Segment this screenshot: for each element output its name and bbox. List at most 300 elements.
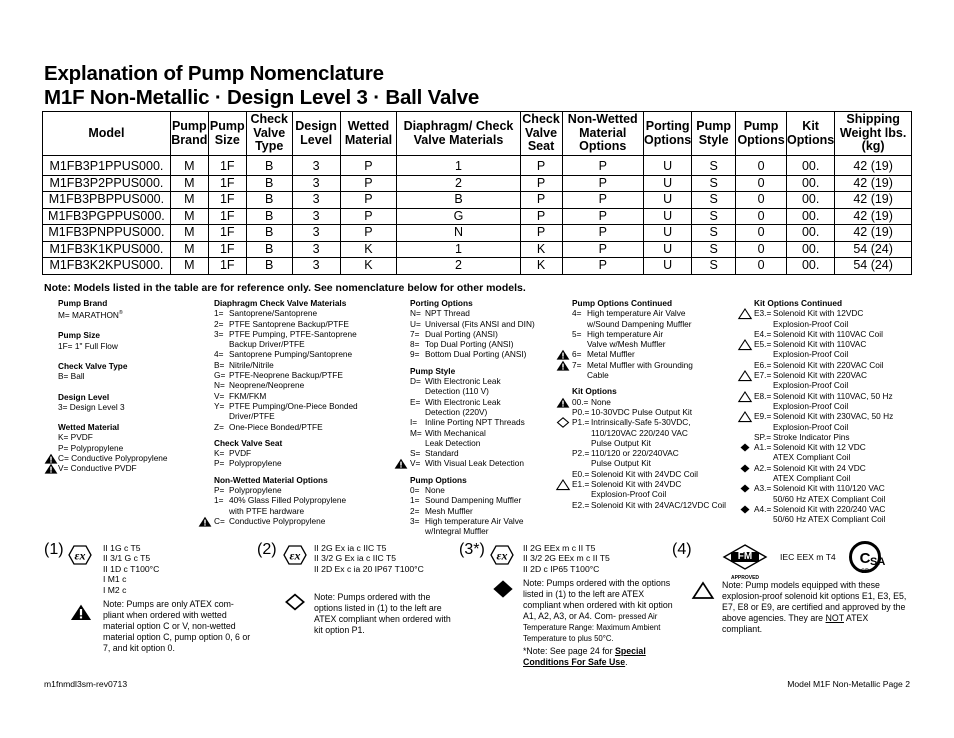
legend-text: With Electronic Leak [425,396,501,407]
iec-marking: IEC EEX m T4 [780,552,836,562]
table-cell: P [520,192,562,209]
legend-text: Solenoid Kit with 24VAC/12VDC Coil [591,499,726,510]
table-cell: P [520,208,562,225]
legend-item [754,494,914,504]
non-wetted-heading: Non-Wetted Material Options [214,474,328,485]
table-cell: P [562,208,643,225]
legend-code: P0.= [572,406,590,417]
column-header: Design Level [292,112,340,156]
legend-text: Detection (220V) [425,406,488,417]
table-cell: B [246,175,292,192]
legend-code: E8.= [754,390,772,401]
fm-approved-text: APPROVED [730,575,760,581]
legend-item [410,308,560,318]
cert-1-note: Note: Pumps are only ATEX com-pliant when ordered with wetted material option C or V, non-wetted material option C, pump option 0, 6 or 7, and kit option 0. [103,599,251,653]
cert-3-special-conditions [523,646,681,668]
legend-code: 1= [410,495,420,506]
legend-text: Explosion-Proof Coil [773,349,849,360]
table-cell: M [170,258,208,275]
pump-brand-text: M= MARATHON [58,310,119,321]
legend-text: Intrinsically-Safe 5-30VDC, [591,417,691,428]
column-header: Pump Style [692,112,736,156]
legend-code: 3= [410,515,420,526]
legend-code: N= [410,308,421,319]
legend-column-3 [410,298,560,537]
legend-item [754,483,914,493]
legend-code: E3.= [754,308,772,319]
legend-item [754,319,914,329]
marking-line: II 2G EEx m c II T5 [523,543,596,553]
legend-code: P2.= [572,448,590,459]
legend-text: Sound Dampening Muffler [425,495,522,506]
legend-item [410,448,560,458]
legend-item [754,504,914,514]
table-row [43,258,912,275]
legend-item [410,438,560,448]
table-cell: 3 [292,159,340,175]
legend-text: 50/60 Hz ATEX Compliant Coil [773,493,886,504]
column-header: Porting Options [644,112,692,156]
legend-item [754,442,914,452]
legend-text: Neoprene/Neoprene [229,380,305,391]
legend-item [410,485,560,495]
csa-logo [848,540,886,578]
legend-item [754,422,914,432]
open-triangle-icon [738,411,752,422]
filled-diamond-icon [738,504,752,515]
table-cell: 0 [736,225,787,242]
table-cell: M1FB3PBPPUS000. [43,192,171,209]
open-diamond-icon [556,417,570,428]
table-cell: 0 [736,258,787,275]
cert-1-number: (1) [44,541,64,558]
check-valve-seat-list [214,448,394,469]
table-cell: K [520,241,562,258]
pump-brand-item [58,308,203,320]
footer-page-label: Model M1F Non-Metallic Page 2 [787,679,910,689]
diaphragm-list [214,308,394,432]
legend-code: E0.= [572,468,590,479]
legend-item [572,308,737,318]
open-triangle-icon [738,391,752,402]
table-cell: 1F [208,241,246,258]
table-cell: P [562,258,643,275]
legend-text: High temperature Air Valve [425,515,524,526]
warning-icon [556,360,570,371]
table-cell: 42 (19) [835,192,912,209]
cert-2-markings [314,543,424,574]
wetted-material-item [58,453,203,463]
cert-4-note-text: Note: Pump models equipped with these explosion-proof solenoid kit options E1, E3, E5, E7, E8 or E9, are certified and approved by the above agencies. They are [722,580,907,623]
column-header: Check Valve Type [246,112,292,156]
table-cell: M [170,159,208,175]
table-cell: P [562,175,643,192]
table-cell: P [562,159,643,175]
warning-icon [70,603,92,621]
legend-code: 2= [214,318,224,329]
table-cell: B [246,241,292,258]
column-header: Wetted Material [340,112,397,156]
table-cell: B [246,159,292,175]
legend-item [572,417,737,427]
open-diamond-icon [284,593,306,611]
legend-code: D= [410,376,421,387]
table-cell: M [170,175,208,192]
legend-code: V= [214,390,225,401]
legend-text: FKM/FKM [229,390,267,401]
legend-item [754,329,914,339]
cert-3-temperature-note: pressed Air Temperature Range: Maximum Ambient Temperature to plus 50°C. [523,612,661,643]
legend-code: C= [214,515,225,526]
legend-item [214,516,394,526]
legend-item [410,506,560,516]
cert-3-note-text: Note: Pumps ordered with the options listed in (1) to the left are ATEX compliant when ordered with kit option A1, A2, A3, or A4. Com- [523,578,673,621]
marking-line: II 3/2 2G EEx m c II T5 [523,553,610,564]
legend-text: Solenoid Kit with 220/240 VAC [773,503,886,514]
table-cell: P [520,159,562,175]
marking-line: I M1 c [103,574,127,585]
legend-item [754,360,914,370]
legend-text: w/Sound Dampening Muffler [587,318,692,329]
kit-options-list [572,397,737,510]
page-title-line-2: M1F Non-Metallic · Design Level 3 · Ball Valve [44,86,480,109]
legend-code: 6= [572,349,582,360]
table-cell: 3 [292,208,340,225]
legend-code: G= [214,370,226,381]
legend-item [214,485,394,495]
legend-text: Mesh Muffler [425,505,473,516]
legend-text: 40% Glass Filled Polypropylene [229,495,347,506]
legend-item [754,463,914,473]
legend-item [754,411,914,421]
legend-text: Solenoid Kit with 12 VDC [773,442,866,453]
legend-text: Pulse Output Kit [591,437,651,448]
table-cell: P [340,208,397,225]
legend-text: Polypropylene [229,485,282,496]
svg-text:C: C [859,550,871,567]
legend-text: Universal (Fits ANSI and DIN) [425,318,535,329]
legend-item [572,397,737,407]
table-cell: 42 (19) [835,208,912,225]
table-cell: 3 [292,192,340,209]
legend-code: E1.= [572,479,590,490]
legend-text: Leak Detection [425,437,481,448]
legend-code: 00.= [572,396,589,407]
legend-text: 110/120 or 220/240VAC [591,448,679,459]
column-header: Shipping Weight lbs. (kg) [835,112,912,156]
legend-text: Detection (110 V) [425,386,489,397]
table-cell: 0 [736,208,787,225]
table-cell: S [692,192,736,209]
table-cell: M1FB3PNPPUS000. [43,225,171,242]
legend-item [754,349,914,359]
table-cell: M [170,225,208,242]
legend-text: Explosion-Proof Coil [773,380,849,391]
legend-item [410,526,560,536]
legend-item [410,349,560,359]
legend-text: With Mechanical [425,427,486,438]
atex-ex-icon [490,545,514,565]
wetted-material-heading: Wetted Material [58,422,120,433]
atex-ex-icon [283,545,307,565]
table-cell: S [692,208,736,225]
column-header: Check Valve Seat [520,112,562,156]
legend-code: E= [410,396,421,407]
column-header: Diaphragm/ Check Valve Materials [397,112,520,156]
legend-item [754,308,914,318]
table-body [43,156,912,275]
legend-item [754,473,914,483]
legend-item [214,308,394,318]
cert-2-note: Note: Pumps ordered with the options listed in (1) to the left are ATEX compliant when ordered with kit option P1. [314,592,451,635]
table-cell: 3 [292,175,340,192]
table-cell: P [520,225,562,242]
legend-code: 2= [410,505,420,516]
table-row [43,175,912,192]
legend-code: P= [214,485,225,496]
legend-item [754,370,914,380]
open-triangle-icon [692,580,714,600]
column-header: Model [43,112,171,156]
legend-code: E9.= [754,411,772,422]
table-cell: 1 [397,159,520,175]
legend-item [214,422,394,432]
pump-options-continued-list [572,308,737,380]
table-cell: U [644,192,692,209]
table-cell: 3 [292,241,340,258]
legend-item [572,500,737,510]
legend-item [214,506,394,516]
filled-diamond-icon [738,483,752,494]
legend-code: 8= [410,339,420,350]
registered-mark: ® [118,310,123,317]
table-cell: P [520,175,562,192]
legend-code: Z= [214,421,224,432]
legend-code: A4.= [754,503,772,514]
legend-text: Explosion-Proof Coil [591,489,667,500]
table-cell: 54 (24) [835,258,912,275]
filled-diamond-icon [738,442,752,453]
open-triangle-icon [556,479,570,490]
pump-options-continued-heading: Pump Options Continued [572,298,673,308]
legend-text: Metal Muffler [587,349,635,360]
table-cell: B [246,192,292,209]
legend-text: 10-30VDC Pulse Output Kit [591,406,692,417]
legend-item [572,349,737,359]
design-level-heading: Design Level [58,391,110,402]
legend-item [410,397,560,407]
table-cell: S [692,241,736,258]
table-cell: 3 [292,258,340,275]
legend-item [754,391,914,401]
legend-text: 50/60 Hz ATEX Compliant Coil [773,514,886,525]
legend-item [572,407,737,417]
diaphragm-heading: Diaphragm Check Valve Materials [214,298,347,308]
special-conditions-link[interactable]: Special Conditions For Safe Use [523,646,646,667]
legend-text: with PTFE hardware [229,505,305,516]
legend-text: Solenoid Kit with 24VDC [591,479,682,490]
legend-item [214,391,394,401]
warning-icon [198,516,212,527]
table-row [43,225,912,242]
legend-item [410,428,560,438]
legend-code: Y= [214,400,225,411]
table-header-row [43,112,912,156]
legend-text: NPT Thread [425,308,470,319]
legend-item [214,319,394,329]
table-row [43,241,912,258]
legend-text: With Electronic Leak [425,376,501,387]
legend-text: Dual Porting (ANSI) [425,328,498,339]
cert-4-not-text: NOT [825,613,844,623]
legend-item [572,448,737,458]
cert-4-note-end: ATEX compliant. [722,613,869,634]
legend-text: High temperature Air [587,328,664,339]
legend-text: Cable [587,370,609,381]
cert-3-note [523,578,681,668]
legend-text: PVDF [229,448,252,459]
legend-item [572,319,737,329]
legend-text: Solenoid Kit with 12VDC [773,308,864,319]
legend-code: E6.= [754,359,772,370]
legend-item [214,380,394,390]
page-title-line-1: Explanation of Pump Nomenclature [44,62,384,85]
legend-code: I= [410,417,418,428]
marking-line: II 1G c T5 [103,543,141,553]
check-valve-type-heading: Check Valve Type [58,360,128,371]
legend-column-4 [572,298,737,510]
legend-text: None [591,396,611,407]
legend-text: Nitrile/Nitrile [229,359,274,370]
legend-code: 4= [572,308,582,319]
pump-style-heading: Pump Style [410,365,456,376]
legend-item [214,339,394,349]
check-valve-seat-heading: Check Valve Seat [214,437,283,448]
table-cell: 00. [787,175,835,192]
legend-text: Solenoid Kit with 230VAC, 50 Hz [773,411,894,422]
legend-text: Solenoid Kit with 24 VDC [773,462,866,473]
table-cell: B [246,225,292,242]
legend-text: ATEX Compliant Coil [773,473,851,484]
warning-icon [556,397,570,408]
table-cell: S [692,175,736,192]
table-cell: M [170,208,208,225]
table-cell: 1 [397,241,520,258]
open-triangle-icon [738,308,752,319]
legend-item [410,417,560,427]
legend-item [410,319,560,329]
pump-size-heading: Pump Size [58,330,100,341]
table-cell: 0 [736,241,787,258]
legend-code: S= [410,448,421,459]
cert-3-see-text: *Note: See page 24 for [523,646,615,656]
pump-size-item: 1F= 1" Full Flow [58,340,118,351]
legend-item [410,386,560,396]
table-cell: 00. [787,225,835,242]
legend-column-2 [214,298,394,526]
legend-code: K= [214,448,225,459]
column-header: Pump Brand [170,112,208,156]
csa-sp-text: SP [860,569,869,575]
legend-item [214,448,394,458]
table-cell: U [644,241,692,258]
table-cell: N [397,225,520,242]
table-cell: 42 (19) [835,159,912,175]
table-cell: S [692,258,736,275]
legend-code: SP.= [754,431,772,442]
table-cell: U [644,258,692,275]
legend-text: Standard [425,448,459,459]
pump-brand-heading: Pump Brand [58,298,108,308]
table-cell: 00. [787,258,835,275]
table-cell: K [520,258,562,275]
legend-code: 1= [214,308,224,319]
legend-item [572,438,737,448]
wetted-material-item [58,463,203,473]
legend-item [214,401,394,411]
legend-code: E2.= [572,499,590,510]
legend-item [410,458,560,468]
legend-text: PTFE Pumping, PTFE-Santoprene [229,328,357,339]
wetted-material-text: C= Conductive Polypropylene [58,453,168,464]
table-cell: M1FB3K2KPUS000. [43,258,171,275]
cert-3-number: (3*) [459,541,485,558]
column-header: Pump Size [208,112,246,156]
table-cell: B [246,208,292,225]
table-cell: 00. [787,241,835,258]
table-cell: U [644,225,692,242]
table-cell: K [340,241,397,258]
table-cell: M [170,241,208,258]
table-cell: 42 (19) [835,175,912,192]
table-cell: 1F [208,208,246,225]
cert-3-see-end: . [625,657,628,667]
legend-text: Solenoid Kit with 220VAC [773,370,867,381]
cert-4-number: (4) [672,541,692,558]
table-cell: 00. [787,159,835,175]
marking-line: II 2D Ex c ia 20 IP67 T100°C [314,563,424,574]
legend-item [754,514,914,524]
open-triangle-icon [738,370,752,381]
legend-code: V= [410,458,421,469]
table-cell: 42 (19) [835,225,912,242]
legend-item [572,469,737,479]
legend-code: 4= [214,349,224,360]
legend-text: Explosion-Proof Coil [773,421,849,432]
marking-line: II 3/1 G c T5 [103,553,151,564]
table-row [43,192,912,209]
legend-item [572,360,737,370]
legend-code: 3= [214,328,224,339]
table-cell: 2 [397,258,520,275]
table-cell: 0 [736,159,787,175]
legend-code: P= [214,458,225,469]
table-cell: K [340,258,397,275]
marking-line: I M2 c [103,584,127,595]
legend-code: E7.= [754,370,772,381]
pump-options-list [410,485,560,536]
legend-item [754,401,914,411]
legend-text: Stroke Indicator Pins [773,431,850,442]
marking-line: II 3/2 G Ex ia c IIC T5 [314,553,396,564]
cert-2-number: (2) [257,541,277,558]
legend-item [572,479,737,489]
legend-text: Backup Driver/PTFE [229,339,305,350]
legend-item [572,428,737,438]
table-cell: U [644,208,692,225]
column-header: Pump Options [736,112,787,156]
legend-text: PTFE Santoprene Backup/PTFE [229,318,349,329]
